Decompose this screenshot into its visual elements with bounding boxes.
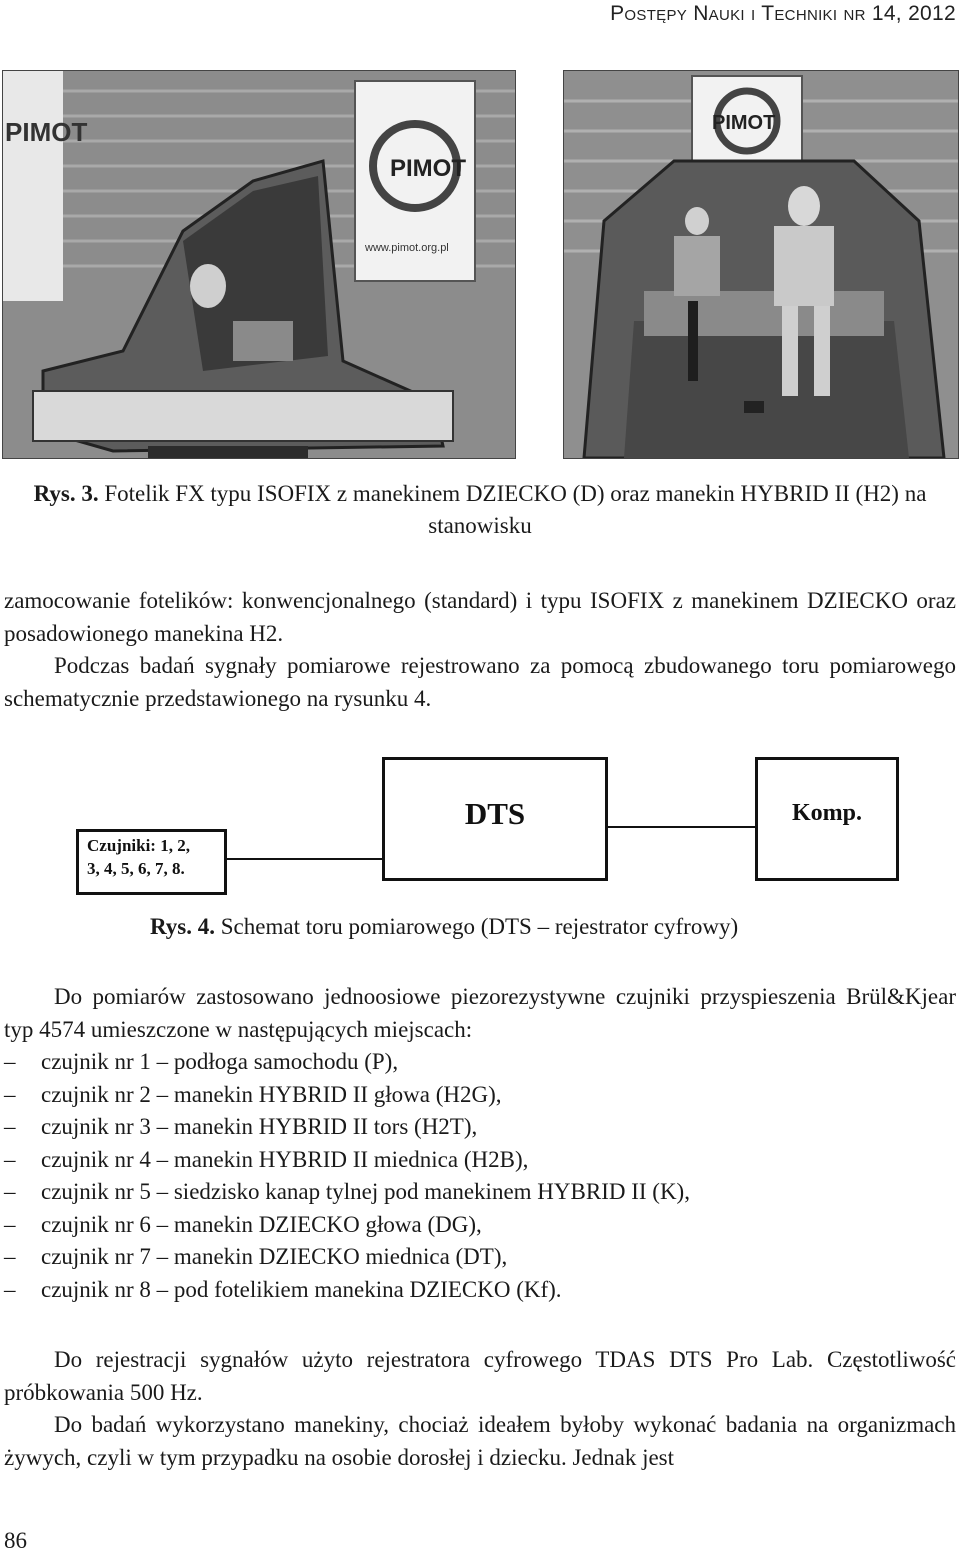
list-item: – czujnik nr 7 – manekin DZIECKO miednica (DT), — [4, 1241, 956, 1274]
list-item: – czujnik nr 8 – pod fotelikiem manekina DZIECKO (Kf). — [4, 1274, 956, 1307]
list-item: – czujnik nr 4 – manekin HYBRID II miednica (H2B), — [4, 1144, 956, 1177]
logo-center-text: PIMOT — [390, 155, 466, 182]
diagram-komp-label: Komp. — [791, 800, 862, 826]
paragraph-sensors — [4, 981, 956, 1306]
photo-rear-view — [563, 70, 959, 459]
paragraph-recording — [4, 1344, 956, 1474]
list-item: – czujnik nr 5 – siedzisko kanap tylnej pod manekinem HYBRID II (K), — [4, 1176, 956, 1209]
figure-4-caption — [150, 911, 960, 943]
photo-side-view — [2, 70, 516, 459]
figure-3-number: Rys. 3. — [33, 481, 99, 506]
paragraph-mounting — [4, 585, 956, 715]
sensor-list — [4, 1046, 956, 1306]
journal-issue: 14, 2012 — [865, 2, 956, 25]
figure-4-text: Schemat toru pomiarowego (DTS – rejestrator cyfrowy) — [215, 914, 739, 939]
diagram-connector-sensors-dts — [224, 858, 382, 860]
logo-center-website: www.pimot.org.pl — [365, 242, 449, 254]
page-number: 86 — [4, 1528, 27, 1553]
diagram-connector-dts-komp — [605, 826, 755, 828]
photo-side-view-drawing — [3, 71, 515, 458]
paragraph-sensors-intro: Do pomiarów zastosowano jednoosiowe piezorezystywne czujniki przyspieszenia Brül&Kjear typ 4574 umieszczone w następujących miejscach: — [4, 984, 956, 1042]
journal-name: Postępy Nauki i Techniki nr — [610, 2, 866, 25]
list-item: – czujnik nr 3 – manekin HYBRID II tors (H2T), — [4, 1111, 956, 1144]
diagram-sensors-box — [76, 829, 227, 895]
running-header — [0, 2, 956, 26]
figure-3-text: Fotelik FX typu ISOFIX z manekinem DZIECKO (D) oraz manekin HYBRID II (H2) na stanowisku — [98, 481, 927, 538]
list-item: – czujnik nr 2 – manekin HYBRID II głowa (H2G), — [4, 1079, 956, 1112]
figure-3-caption — [0, 478, 960, 542]
paragraph-dummies-text: Do badań wykorzystano manekiny, chociaż ideałem byłoby wykonać badania na organizmach żywych, czyli w tym przypadku na osobie dorosłej i dziecku. Jednak jest — [4, 1412, 956, 1470]
diagram-sensors-label: Czujniki: 1, 2, 3, 4, 5, 6, 7, 8. — [87, 836, 190, 878]
list-item: – czujnik nr 6 – manekin DZIECKO głowa (DG), — [4, 1209, 956, 1242]
paragraph-recording-text: Do rejestracji sygnałów użyto rejestratora cyfrowego TDAS DTS Pro Lab. Częstotliwość próbkowania 500 Hz. — [4, 1347, 956, 1405]
photo-rear-view-drawing — [564, 71, 958, 458]
list-item: – czujnik nr 1 – podłoga samochodu (P), — [4, 1046, 956, 1079]
paragraph-mounting-line1: zamocowanie fotelików: konwencjonalnego (standard) i typu ISOFIX z manekinem DZIECKO oraz posadowionego manekina H2. — [4, 588, 956, 646]
diagram-dts-label: DTS — [464, 796, 526, 831]
diagram-dts-box — [382, 757, 608, 881]
diagram-komp-box — [755, 757, 899, 881]
logo-right-text: PIMOT — [712, 112, 776, 134]
figure-4-number: Rys. 4. — [150, 914, 216, 939]
logo-left-text: PIMOT — [5, 117, 88, 147]
paragraph-measurement: Podczas badań sygnały pomiarowe rejestrowano za pomocą zbudowanego toru pomiarowego schematycznie przedstawionego na rysunku 4. — [4, 653, 956, 711]
